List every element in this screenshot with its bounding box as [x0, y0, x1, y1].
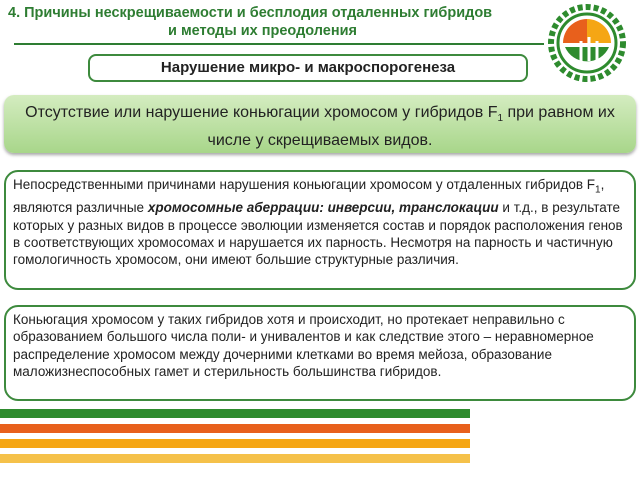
highlight-text-b: при равном их числе у скрещиваемых видов.	[207, 104, 615, 150]
highlight-subscript: 1	[497, 113, 504, 125]
stripe-green	[0, 409, 470, 418]
stripe-orange	[0, 424, 470, 433]
title-line-2: и методы их преодоления	[168, 23, 358, 39]
paragraph1-text-a: Непосредственными причинами нарушения коньюгации хромосом у отдаленных гибридов F	[13, 177, 596, 192]
highlight-box	[4, 95, 636, 153]
stripe-yellow	[0, 454, 470, 463]
wheat-sun-logo-icon	[548, 4, 626, 82]
page-title	[8, 4, 548, 40]
paragraph1-text-c: и т.д., в результате которых у разных видов в процессе эволюции изменяется состав и порядок расположения генов в соответствующих хромосомах и нарушается их парность. Несмотря на парность и частичную гомологичность хромосом, они имеют большие структурные различия.	[13, 200, 623, 268]
title-underline	[14, 43, 544, 45]
paragraph-causes	[4, 170, 636, 290]
paragraph1-text-b: , являются различные	[13, 177, 605, 216]
section-subtitle: Нарушение микро- и макроспорогенеза	[88, 54, 528, 82]
paragraph-consequences: Коньюгация хромосом у таких гибридов хотя и происходит, но протекает неправильно с образованием большого числа поли- и унивалентов и как следствие этого – неравномерное распределение хромосом между дочерними клетками во время мейоза, образование маложизнеспособных гамет и стерильность большинства гибридов.	[4, 305, 636, 401]
title-line-1: 4. Причины нескрещиваемости и бесплодия отдаленных гибридов	[8, 5, 493, 21]
paragraph1-emphasis: хромосомные аберрации: инверсии, транслокации	[147, 200, 499, 216]
paragraph1-subscript: 1	[595, 184, 601, 196]
highlight-text-a: Отсутствие или нарушение коньюгации хромосом у гибридов F	[25, 104, 498, 121]
stripe-amber	[0, 439, 470, 448]
